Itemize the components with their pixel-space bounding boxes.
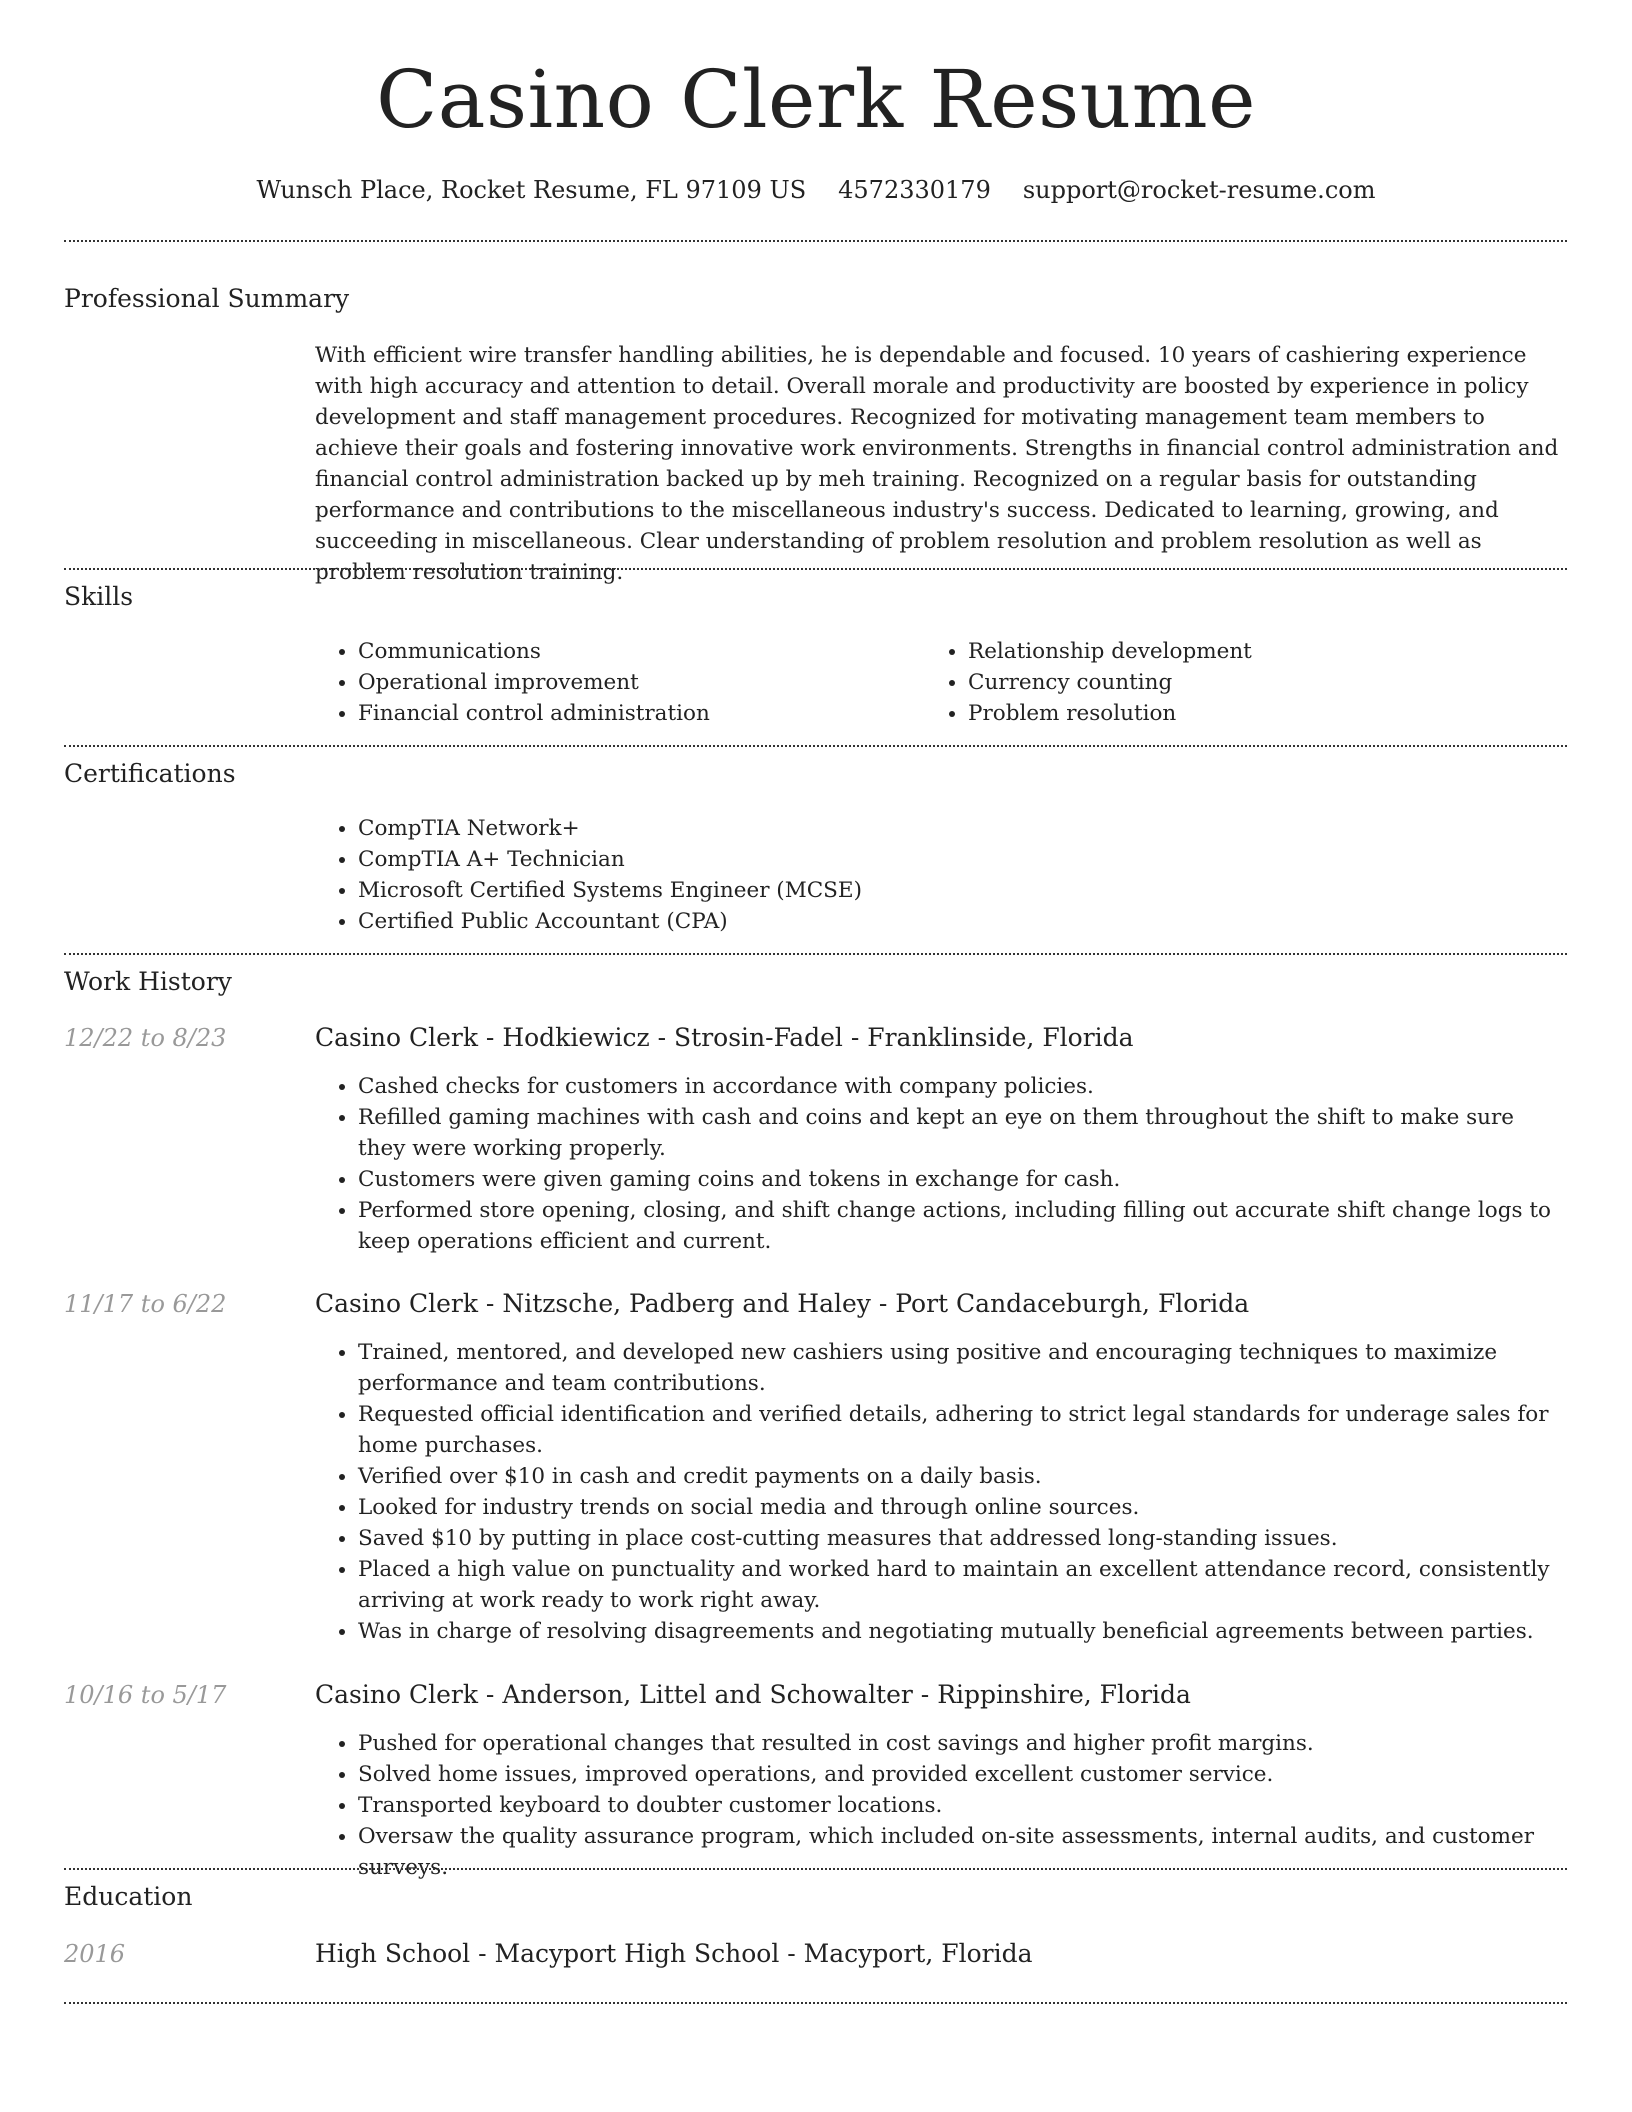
job-bullet: • Cashed checks for customers in accordance with company policies. <box>358 1071 1567 1102</box>
job-bullet: • Customers were given gaming coins and tokens in exchange for cash. <box>358 1164 1567 1195</box>
contact-phone: 4572330179 <box>838 176 991 204</box>
job-title: Casino Clerk - Hodkiewicz - Strosin-Fadel - Franklinside, Florida <box>315 1023 1134 1052</box>
certification-item: • CompTIA Network+ <box>358 813 862 844</box>
job-title: Casino Clerk - Anderson, Littel and Schowalter - Rippinshire, Florida <box>315 1680 1191 1709</box>
education-heading: Education <box>64 1882 193 1911</box>
job-bullet: • Solved home issues, improved operations, and provided excellent customer service. <box>358 1759 1567 1790</box>
job-bullet: • Transported keyboard to doubter customer locations. <box>358 1790 1567 1821</box>
job-bullet: • Refilled gaming machines with cash and coins and kept an eye on them throughout the shift to make sure they were working properly. <box>358 1102 1567 1164</box>
section-divider <box>64 2002 1567 2004</box>
skill-item: • Currency counting <box>968 667 1252 698</box>
skill-item: • Communications <box>358 636 710 667</box>
skill-item: • Relationship development <box>968 636 1252 667</box>
skill-item: • Financial control administration <box>358 698 710 729</box>
job-bullet: • Oversaw the quality assurance program, which included on-site assessments, internal audits, and customer surveys. <box>358 1821 1567 1883</box>
job-bullet: • Requested official identification and verified details, adhering to strict legal standards for underage sales for home purchases. <box>358 1399 1567 1461</box>
certifications-list <box>314 813 862 937</box>
job-bullet: • Performed store opening, closing, and shift change actions, including filling out accurate shift change logs to keep operations efficient and current. <box>358 1195 1567 1257</box>
skills-list-right <box>924 636 1252 729</box>
contact-address: Wunsch Place, Rocket Resume, FL 97109 US <box>256 176 807 204</box>
certification-item: • CompTIA A+ Technician <box>358 844 862 875</box>
section-divider <box>64 240 1567 242</box>
job-bullets <box>314 1071 1567 1257</box>
skill-item: • Operational improvement <box>358 667 710 698</box>
job-dates: 10/16 to 5/17 <box>64 1681 227 1709</box>
job-bullet: • Was in charge of resolving disagreements and negotiating mutually beneficial agreements between parties. <box>358 1616 1567 1647</box>
education-year: 2016 <box>64 1940 126 1968</box>
job-bullet: • Pushed for operational changes that resulted in cost savings and higher profit margins. <box>358 1728 1567 1759</box>
certification-item: • Certified Public Accountant (CPA) <box>358 906 862 937</box>
skills-list-left <box>314 636 710 729</box>
certifications-heading: Certifications <box>64 759 236 788</box>
skills-heading: Skills <box>64 582 134 611</box>
section-divider <box>64 1868 1567 1870</box>
job-bullet: • Looked for industry trends on social media and through online sources. <box>358 1492 1567 1523</box>
summary-heading: Professional Summary <box>64 284 350 313</box>
job-dates: 11/17 to 6/22 <box>64 1290 227 1318</box>
contact-email[interactable]: support@rocket-resume.com <box>1022 176 1376 204</box>
resume-title: Casino Clerk Resume <box>376 53 1256 146</box>
job-dates: 12/22 to 8/23 <box>64 1024 227 1052</box>
job-bullet: • Placed a high value on punctuality and worked hard to maintain an excellent attendance record, consistently arriving at work ready to work right away. <box>358 1554 1567 1616</box>
job-bullet: • Trained, mentored, and developed new cashiers using positive and encouraging techniques to maximize performance and team contributions. <box>358 1337 1567 1399</box>
section-divider <box>64 745 1567 747</box>
section-divider <box>64 568 1567 570</box>
job-bullets <box>314 1728 1567 1883</box>
section-divider <box>64 953 1567 955</box>
job-bullet: • Verified over $10 in cash and credit payments on a daily basis. <box>358 1461 1567 1492</box>
job-bullet: • Saved $10 by putting in place cost-cutting measures that addressed long-standing issues. <box>358 1523 1567 1554</box>
education-entry: High School - Macyport High School - Macyport, Florida <box>315 1939 1033 1968</box>
summary-text: With efficient wire transfer handling abilities, he is dependable and focused. 10 years of cashiering experience with high accuracy and attention to detail. Overall morale and productivity are boosted by experience in policy development and staff management procedures. Recognized for motivating management team members to achieve their goals and fostering innovative work environments. Strengths in financial control administration and financial control administration backed up by meh training. Recognized on a regular basis for outstanding performance and contributions to the miscellaneous industry's success. Dedicated to learning, growing, and succeeding in miscellaneous. Clear understanding of problem resolution and problem resolution as well as problem resolution training. <box>315 343 1559 585</box>
contact-line <box>0 172 1632 208</box>
job-bullets <box>314 1337 1567 1647</box>
skill-item: • Problem resolution <box>968 698 1252 729</box>
work-history-heading: Work History <box>64 967 232 996</box>
job-title: Casino Clerk - Nitzsche, Padberg and Haley - Port Candaceburgh, Florida <box>315 1289 1250 1318</box>
certification-item: • Microsoft Certified Systems Engineer (MCSE) <box>358 875 862 906</box>
